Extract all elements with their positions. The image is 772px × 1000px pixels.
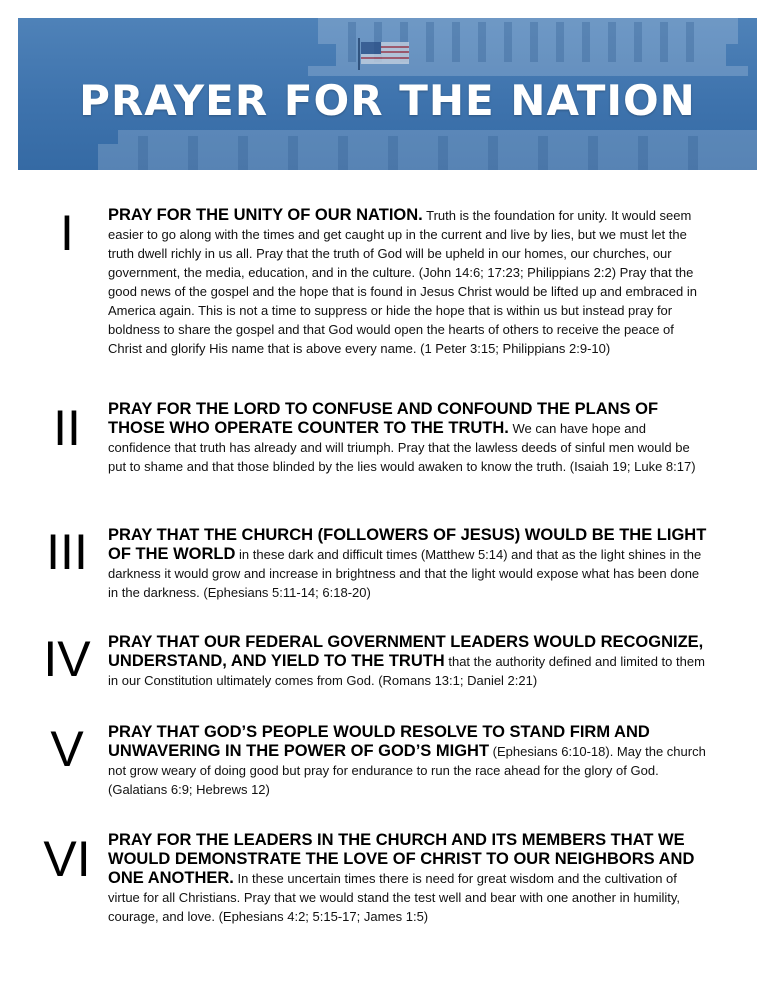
section-body: We can have hope and confidence that truth has already and will triumph. Pray that the lawless deeds of sinful men would be put to shame and that those blinded by the lies would awaken to know the truth. (Isaiah 19; Luke 8:17) [108, 421, 696, 474]
header-banner [18, 18, 757, 170]
section-body: Truth is the foundation for unity. It would seem easier to go along with the times and get caught up in the current and live by lies, but we must let the truth dwell richly in us all. Pray that the truth of God will be upheld in our homes, our churches, our government, the media, education, and in the culture. (John 14:6; 17:23; Philippians 2:2) Pray that the good news of the gospel and the hope that is found in Jesus Christ would be lifted up and embraced in America again. This is not a time to suppress or hide the hope that is within us but instead pray for boldness to share the gospel and that God would open the hearts of others to receive the peace of Christ and glorify His name that is above every name. (1 Peter 3:15; Philippians 2:9-10) [108, 208, 697, 356]
section-heading: PRAY FOR THE LORD TO CONFUSE AND CONFOUND THE PLANS OF THOSE WHO OPERATE COUNTER TO THE TRUTH. [108, 400, 659, 437]
section-numeral: IV [43, 631, 91, 687]
section-body: (Ephesians 6:10-18). May the church not grow weary of doing good but pray for endurance to run the race ahead for the glory of God. (Galatians 6:9; Hebrews 12) [108, 744, 706, 797]
section-numeral: VI [43, 831, 91, 887]
section-numeral: I [60, 205, 74, 261]
section-heading: PRAY THAT GOD’S PEOPLE WOULD RESOLVE TO STAND FIRM AND UNWAVERING IN THE POWER OF GOD’S MIGHT [108, 723, 650, 760]
section-paragraph [108, 633, 708, 690]
section-paragraph [108, 206, 708, 358]
section-heading: PRAY THAT THE CHURCH (FOLLOWERS OF JESUS) WOULD BE THE LIGHT OF THE WORLD [108, 526, 707, 563]
section-heading: PRAY FOR THE LEADERS IN THE CHURCH AND ITS MEMBERS THAT WE WOULD DEMONSTRATE THE LOVE OF CHRIST TO OUR NEIGHBORS AND ONE ANOTHER. [108, 831, 695, 887]
section-heading: PRAY FOR THE UNITY OF OUR NATION. [108, 206, 423, 224]
section-paragraph [108, 723, 708, 799]
section-numeral: II [53, 400, 81, 456]
section-body: that the authority defined and limited to them in our Constitution ultimately comes from God. (Romans 13:1; Daniel 2:21) [108, 654, 705, 688]
section-numeral: V [50, 721, 84, 777]
section-paragraph [108, 400, 708, 476]
section-numeral: III [46, 524, 88, 580]
section-paragraph [108, 526, 708, 602]
section-heading: PRAY THAT OUR FEDERAL GOVERNMENT LEADERS WOULD RECOGNIZE, UNDERSTAND, AND YIELD TO THE TRUTH [108, 633, 704, 670]
section-body: in these dark and difficult times (Matthew 5:14) and that as the light shines in the darkness it would grow and increase in brightness and that the light would expose what has been done in the darkness. (Ephesians 5:11-14; 6:18-20) [108, 547, 702, 600]
page-title: PRAYER FOR THE NATION [79, 76, 696, 125]
section-paragraph [108, 831, 708, 926]
section-body: In these uncertain times there is need for great wisdom and the cultivation of virtue for all Christians. Pray that we would stand the test well and bear with one another in humility, courage, and love. (Ephesians 4:2; 5:15-17; James 1:5) [108, 871, 681, 924]
